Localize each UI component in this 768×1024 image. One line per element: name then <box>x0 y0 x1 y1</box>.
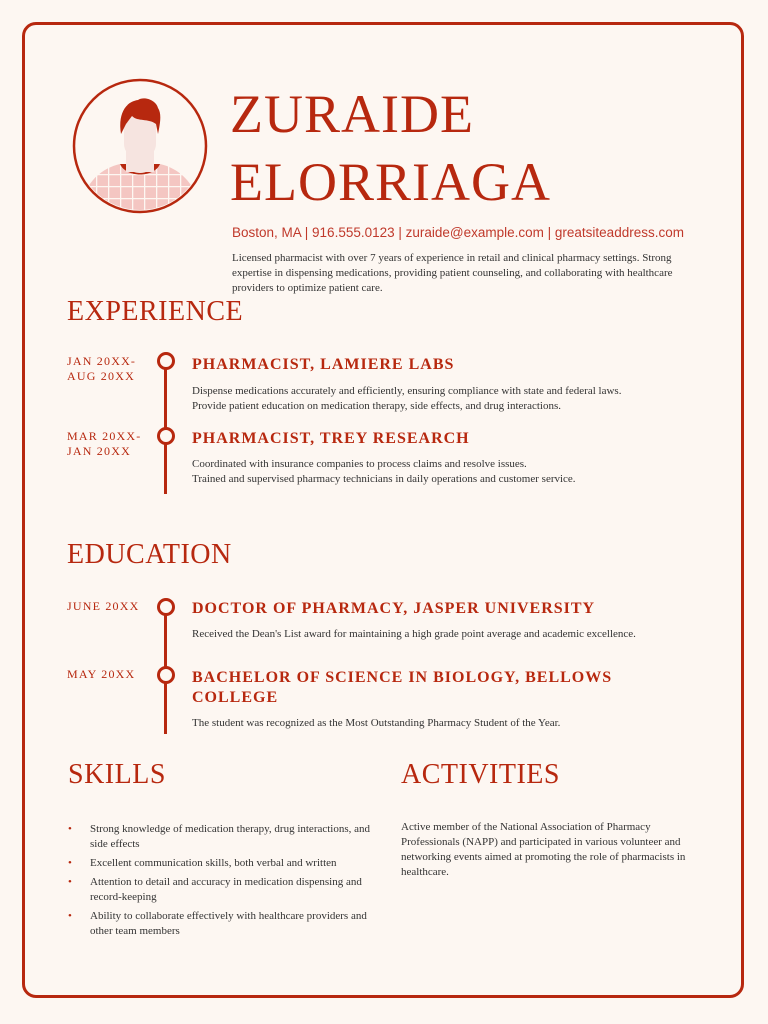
degree-description: The student was recognized as the Most Outstanding Pharmacy Student of the Year. <box>192 717 561 729</box>
education-date: JUNE 20XX <box>67 599 140 613</box>
job-date-start: JAN 20XX- <box>67 354 137 368</box>
skill-item <box>68 822 388 852</box>
education-date: MAY 20XX <box>67 667 136 681</box>
skill-text: Ability to collaborate effectively with healthcare providers and other team members <box>90 910 367 937</box>
job-date <box>67 429 141 459</box>
activities-heading: ACTIVITIES <box>401 759 560 790</box>
degree-title <box>192 668 612 708</box>
timeline-dot <box>157 598 175 616</box>
timeline-dot <box>157 427 175 445</box>
job-title: PHARMACIST, LAMIERE LABS <box>192 356 455 373</box>
candidate-name <box>230 80 551 216</box>
job-desc-line: Trained and supervised pharmacy technicians in daily operations and customer service. <box>192 473 576 485</box>
job-date-end: JAN 20XX <box>67 444 131 458</box>
summary: Licensed pharmacist with over 7 years of experience in retail and clinical pharmacy settings. Strong expertise in dispensing medications, providing patient counseling, and collaborating with healthcare providers to optimize patient care. <box>232 252 673 294</box>
job-desc-line: Dispense medications accurately and efficiently, ensuring compliance with state and federal laws. <box>192 385 622 397</box>
name-first: ZURAIDE <box>230 84 474 144</box>
timeline-dot <box>157 666 175 684</box>
skill-text: Attention to detail and accuracy in medication dispensing and record-keeping <box>90 876 362 903</box>
skill-item <box>68 856 388 871</box>
job-desc-line: Provide patient education on medication therapy, side effects, and drug interactions. <box>192 400 561 412</box>
degree-description: Received the Dean's List award for maintaining a high grade point average and academic excellence. <box>192 628 636 640</box>
skill-text: Strong knowledge of medication therapy, drug interactions, and side effects <box>90 823 371 850</box>
education-heading: EDUCATION <box>67 539 232 570</box>
degree-title-line: BACHELOR OF SCIENCE IN BIOLOGY, BELLOWS <box>192 669 613 686</box>
skill-text: Excellent communication skills, both verbal and written <box>90 857 337 869</box>
timeline-dot <box>157 352 175 370</box>
bullet-icon: • <box>68 823 72 835</box>
skills-heading: SKILLS <box>68 759 166 790</box>
skill-item <box>68 909 388 939</box>
degree-title-line: COLLEGE <box>192 689 279 706</box>
avatar <box>72 78 208 214</box>
job-description <box>192 384 722 414</box>
job-date <box>67 354 136 384</box>
bullet-icon: • <box>68 857 72 869</box>
bullet-icon: • <box>68 910 72 922</box>
job-desc-line: Coordinated with insurance companies to process claims and resolve issues. <box>192 458 527 470</box>
skill-item <box>68 875 388 905</box>
job-description <box>192 457 722 487</box>
job-date-end: AUG 20XX <box>67 369 135 383</box>
degree-title: DOCTOR OF PHARMACY, JASPER UNIVERSITY <box>192 600 596 617</box>
name-last: ELORRIAGA <box>230 152 551 212</box>
skills-list <box>68 822 388 943</box>
job-date-start: MAR 20XX- <box>67 429 142 443</box>
activities-text: Active member of the National Association of Pharmacy Professionals (NAPP) and participated in various volunteer and networking events aimed at promoting the role of pharmacists in healthcare. <box>401 821 686 878</box>
contact-info: Boston, MA | 916.555.0123 | zuraide@example.com | greatsiteaddress.com <box>232 225 684 240</box>
bullet-icon: • <box>68 876 72 888</box>
experience-heading: EXPERIENCE <box>67 296 244 327</box>
job-title: PHARMACIST, TREY RESEARCH <box>192 430 470 447</box>
